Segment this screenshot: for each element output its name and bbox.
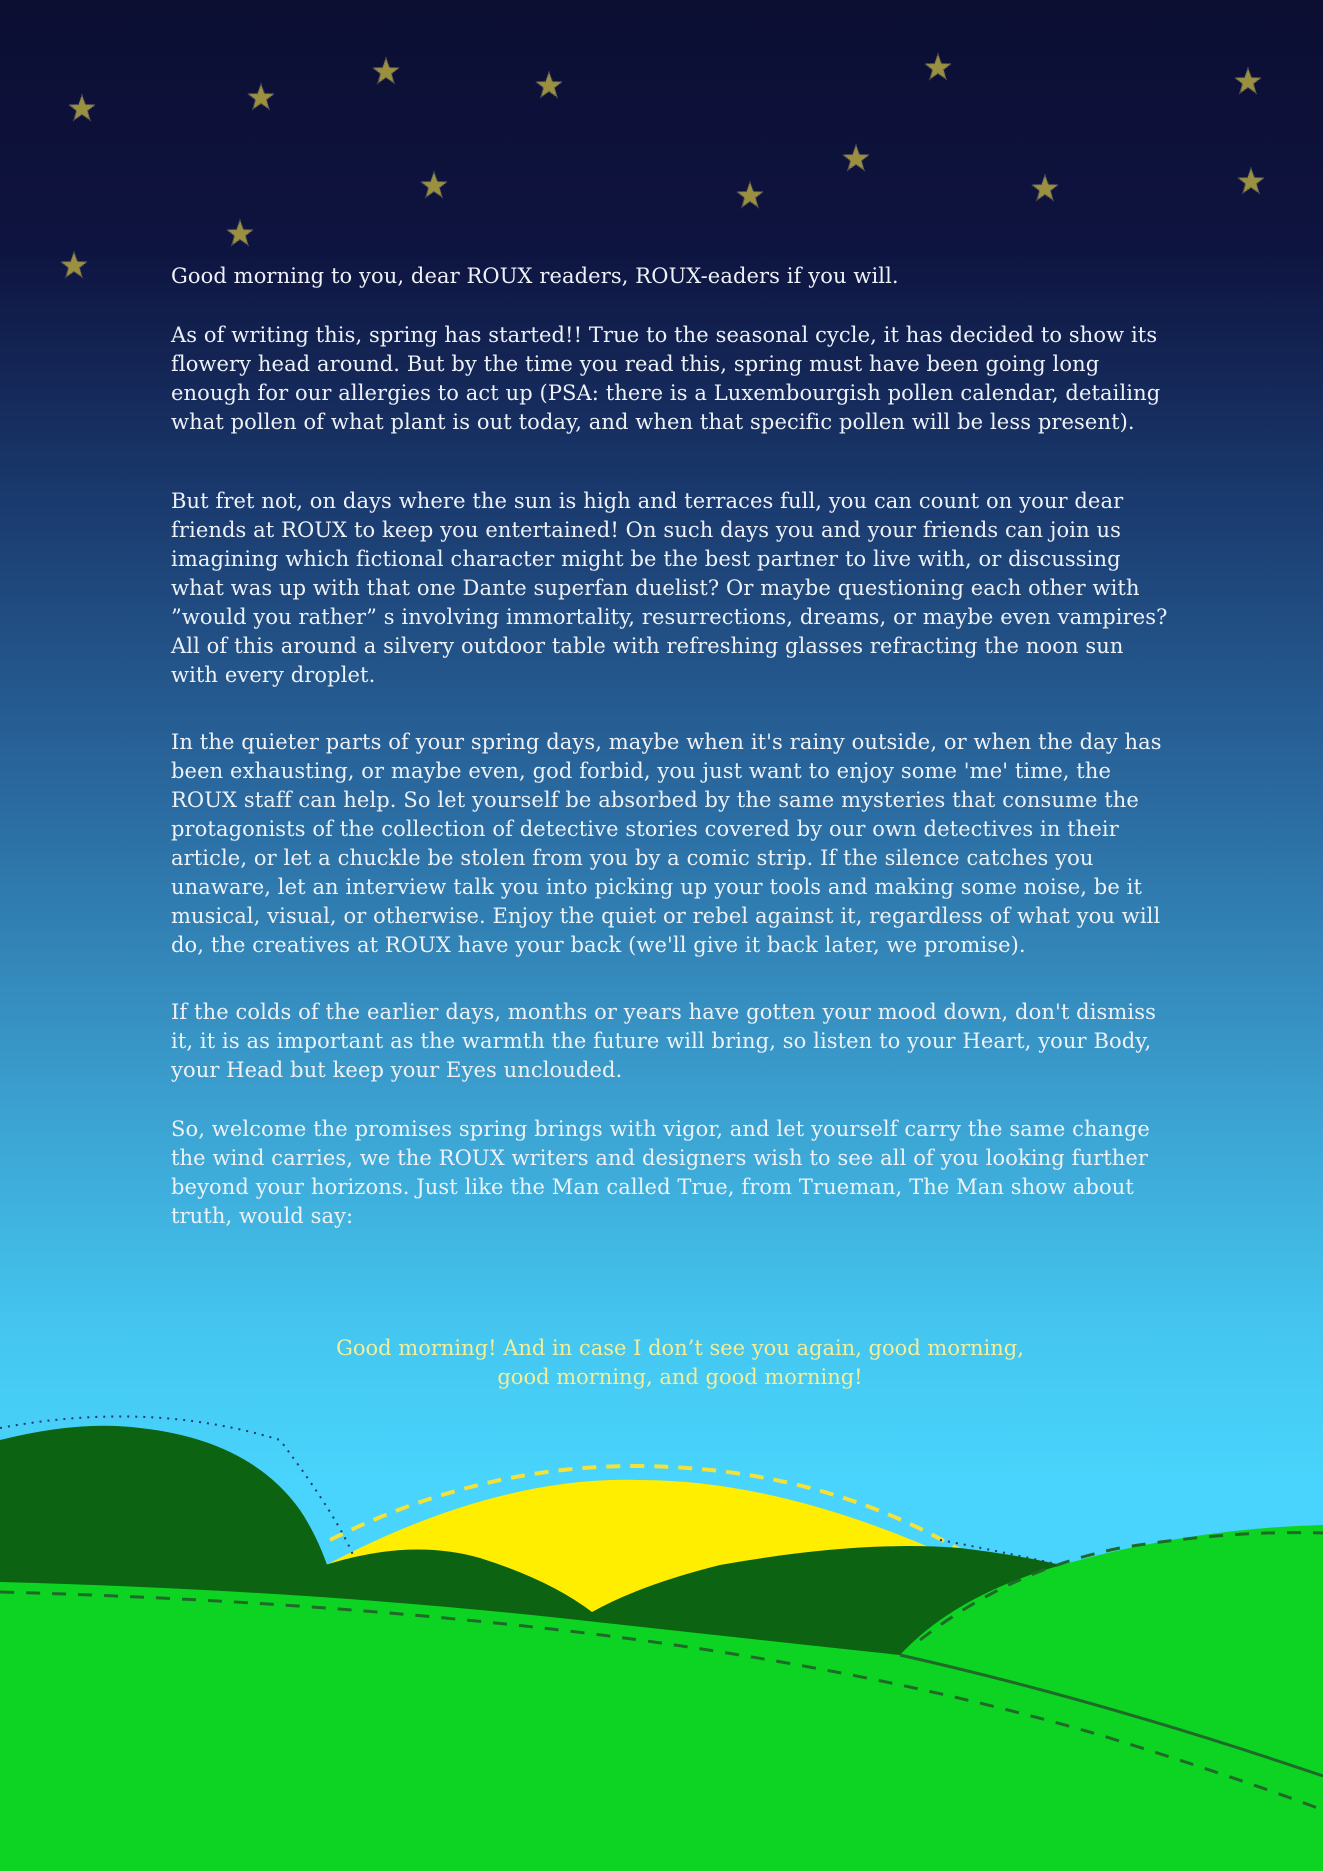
colds-paragraph: If the colds of the earlier days, months or years have gotten your mood down, don't dismiss it, it is as important as the warmth the future will bring, so listen to your Heart, your Body, your Head but keep your Eyes unclouded. <box>171 1000 1156 1082</box>
terraces-paragraph: But fret not, on days where the sun is high and terraces full, you can count on your dear friends at ROUX to keep you entertained! On such days you and your friends can join us imagining which fictional character might be the best partner to live with, or discussing what was up with that one Dante superfan duelist? Or maybe questioning each other with ”would you rather” s involving immortality, resurrections, dreams, or maybe even vampires? All of this around a silvery outdoor table with refreshing glasses refracting the noon sun with every droplet. <box>171 489 1168 687</box>
greeting-paragraph: Good morning to you, dear ROUX readers, ROUX-eaders if you will. <box>171 264 899 288</box>
closing-quote: Good morning! And in case I don’t see you again, good morning, good morning, and good morning! <box>336 1336 1024 1389</box>
spring-paragraph: As of writing this, spring has started!! True to the seasonal cycle, it has decided to show its flowery head around. But by the time you read this, spring must have been going long enough for our allergies to act up (PSA: there is a Luxembourgish pollen calendar, detailing what pollen of what plant is out today, and when that specific pollen will be less present). <box>171 323 1161 434</box>
welcome-paragraph: So, welcome the promises spring brings with vigor, and let yourself carry the same change the wind carries, we the ROUX writers and designers wish to see all of you looking further beyond your horizons. Just like the Man called True, from Trueman, The Man show about truth, would say: <box>171 1117 1150 1228</box>
quiet-days-paragraph: In the quieter parts of your spring days, maybe when it's rainy outside, or when the day has been exhausting, or maybe even, god forbid, you just want to enjoy some 'me' time, the ROUX staff can help. So let yourself be absorbed by the same mysteries that consume the protagonists of the collection of detective stories covered by our own detectives in their article, or let a chuckle be stolen from you by a comic strip. If the silence catches you unaware, let an interview talk you into picking up your tools and making some noise, be it musical, visual, or otherwise. Enjoy the quiet or rebel against it, regardless of what you will do, the creatives at ROUX have your back (we'll give it back later, we promise). <box>171 730 1162 957</box>
